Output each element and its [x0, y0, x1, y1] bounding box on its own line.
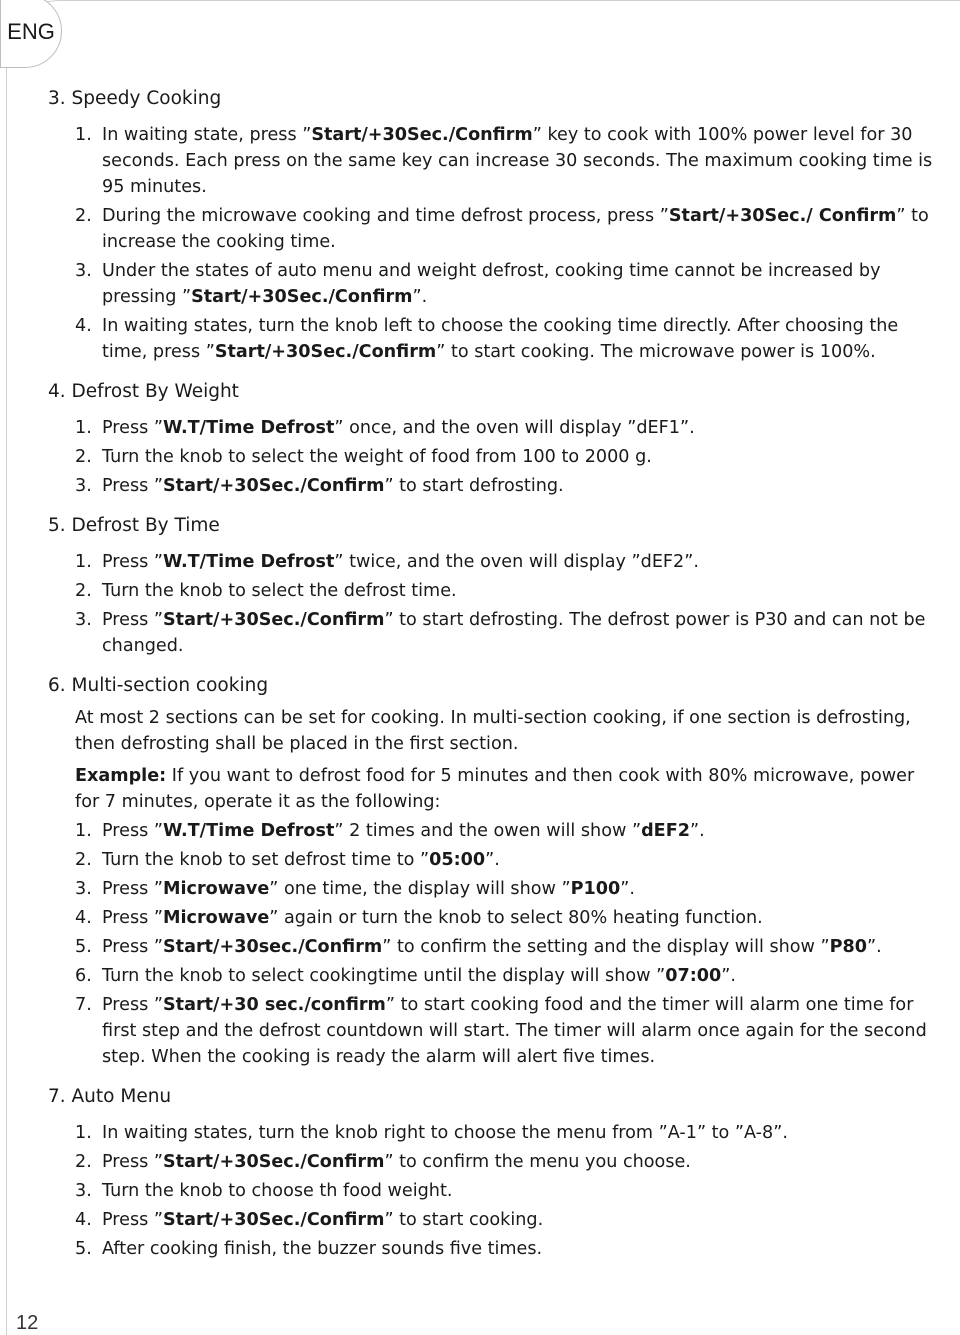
instruction-text: ” to start cooking. The microwave power is 100%. [436, 342, 876, 362]
list-item [48, 415, 938, 441]
instruction-text: ”. [689, 821, 705, 841]
list-item [48, 992, 938, 1070]
section-title-multi-section-cooking: 6. Multi-section cooking [48, 675, 269, 696]
list-number: 1. [75, 821, 92, 841]
list-defrost-by-time [48, 549, 938, 659]
key-label: W.T/Time Defrost [163, 552, 335, 572]
instruction-text: Turn the knob to choose th food weight. [102, 1181, 453, 1201]
list-number: 2. [75, 581, 92, 601]
key-label: W.T/Time Defrost [163, 418, 335, 438]
list-defrost-by-weight [48, 415, 938, 499]
list-item [48, 1120, 938, 1146]
example-label: Example: [75, 766, 167, 786]
list-item [48, 203, 938, 255]
list-number: 5. [75, 1239, 92, 1259]
instruction-text: Turn the knob to select the defrost time. [102, 581, 457, 601]
section-title-defrost-by-time: 5. Defrost By Time [48, 515, 220, 536]
instruction-text: Turn the knob to select cookingtime until the display will show ” [102, 966, 666, 986]
list-item [48, 444, 938, 470]
list-number: 1. [75, 552, 92, 572]
list-item [48, 607, 938, 659]
list-number: 2. [75, 447, 92, 467]
list-number: 2. [75, 1152, 92, 1172]
instruction-text: Press ” [102, 937, 164, 957]
list-item [48, 1149, 938, 1175]
instruction-text: ”. [412, 287, 428, 307]
key-label: 05:00 [429, 850, 486, 870]
list-number: 1. [75, 1123, 92, 1143]
list-number: 3. [75, 610, 92, 630]
list-item [48, 1207, 938, 1233]
instruction-text: During the microwave cooking and time defrost process, press ” [102, 206, 669, 226]
key-label: Start/+30 sec./confirm [163, 995, 386, 1015]
list-item [48, 1178, 938, 1204]
instruction-text: ” to confirm the setting and the display will show ” [382, 937, 830, 957]
instruction-text: ” one time, the display will show ” [269, 879, 571, 899]
list-number: 2. [75, 850, 92, 870]
list-auto-menu [48, 1120, 938, 1262]
list-item [48, 934, 938, 960]
instruction-text: Turn the knob to select the weight of food from 100 to 2000 g. [102, 447, 652, 467]
list-number: 3. [75, 1181, 92, 1201]
list-number: 3. [75, 476, 92, 496]
instruction-text: ”. [721, 966, 736, 986]
instruction-text: ” to increase the cooking time. [102, 206, 929, 252]
instruction-text: ”. [867, 937, 882, 957]
list-item [48, 578, 938, 604]
instruction-text: After cooking finish, the buzzer sounds five times. [102, 1239, 543, 1259]
list-number: 7. [75, 995, 92, 1015]
manual-content [48, 86, 938, 1262]
key-label: Start/+30Sec./Confirm [191, 287, 413, 307]
list-number: 4. [75, 316, 92, 336]
example-text: If you want to defrost food for 5 minutes and then cook with 80% microwave, power for 7 minutes, operate it as the following: [75, 766, 915, 812]
instruction-text: In waiting state, press ” [102, 125, 312, 145]
list-item [48, 963, 938, 989]
list-number: 6. [75, 966, 92, 986]
section-title-defrost-by-weight: 4. Defrost By Weight [48, 381, 239, 402]
list-speedy-cooking [48, 122, 938, 365]
instruction-text: ” key to cook with 100% power level for 30 seconds. Each press on the same key can increase 30 seconds. The maximum cooking time is 95 minutes. [102, 125, 933, 197]
list-item [48, 473, 938, 499]
instruction-text: ” to confirm the menu you choose. [384, 1152, 691, 1172]
list-item [48, 313, 938, 365]
instruction-text: ” to start cooking. [384, 1210, 544, 1230]
list-number: 3. [75, 261, 92, 281]
instruction-text: Press ” [102, 552, 164, 572]
instruction-text: Press ” [102, 610, 164, 630]
instruction-text: Press ” [102, 418, 164, 438]
instruction-text: Turn the knob to set defrost time to ” [102, 850, 430, 870]
instruction-text: ”. [485, 850, 500, 870]
key-label: Start/+30Sec./ Confirm [668, 206, 897, 226]
list-multi-section-cooking [48, 818, 938, 1070]
instruction-text: In waiting states, turn the knob left to choose the cooking time directly. After choosing the time, press ” [102, 316, 899, 362]
list-item [48, 847, 938, 873]
multi-section-intro: At most 2 sections can be set for cooking. In multi-section cooking, if one section is defrosting, then defrosting shall be placed in the first section. [75, 708, 911, 754]
language-tab: ENG [0, 0, 62, 68]
list-item [48, 905, 938, 931]
instruction-text: ” to start defrosting. The defrost power is P30 and can not be changed. [102, 610, 926, 656]
instruction-text: Press ” [102, 821, 164, 841]
multi-section-example [75, 763, 938, 815]
instruction-text: ” to start defrosting. [384, 476, 564, 496]
instruction-text: ” again or turn the knob to select 80% heating function. [269, 908, 763, 928]
section-title-auto-menu: 7. Auto Menu [48, 1086, 172, 1107]
instruction-text: ”. [620, 879, 635, 899]
key-label: 07:00 [665, 966, 722, 986]
instruction-text: ” to start cooking food and the timer will alarm one time for first step and the defrost countdown will start. The timer will alarm once again for the second step. When the cooking is ready the alarm will alert five times. [102, 995, 927, 1067]
list-number: 5. [75, 937, 92, 957]
key-label: Start/+30Sec./Confirm [214, 342, 437, 362]
section-title-speedy-cooking: 3. Speedy Cooking [48, 88, 222, 109]
instruction-text: In waiting states, turn the knob right to choose the menu from ”A-1” to ”A-8”. [102, 1123, 788, 1143]
list-item [48, 122, 938, 200]
list-item [48, 1236, 938, 1262]
list-number: 1. [75, 418, 92, 438]
instruction-text: ” 2 times and the owen will show ” [334, 821, 642, 841]
list-number: 3. [75, 879, 92, 899]
instruction-text: Press ” [102, 1152, 164, 1172]
list-number: 2. [75, 206, 92, 226]
instruction-text: Press ” [102, 995, 164, 1015]
list-number: 1. [75, 125, 92, 145]
instruction-text: Press ” [102, 1210, 164, 1230]
key-label: dEF2 [641, 821, 690, 841]
list-item [48, 818, 938, 844]
page-number: 12 [16, 1312, 39, 1334]
list-item [48, 258, 938, 310]
instruction-text: Press ” [102, 879, 164, 899]
key-label: Microwave [163, 879, 270, 899]
list-number: 4. [75, 1210, 92, 1230]
key-label: Start/+30Sec./Confirm [163, 476, 385, 496]
key-label: W.T/Time Defrost [163, 821, 335, 841]
list-number: 4. [75, 908, 92, 928]
key-label: Microwave [163, 908, 270, 928]
list-item [48, 549, 938, 575]
key-label: P100 [570, 879, 621, 899]
key-label: Start/+30Sec./Confirm [163, 1152, 385, 1172]
key-label: Start/+30sec./Confirm [163, 937, 383, 957]
instruction-text: Press ” [102, 476, 164, 496]
instruction-text: ” once, and the oven will display ”dEF1”. [334, 418, 695, 438]
instruction-text: ” twice, and the oven will display ”dEF2”. [334, 552, 699, 572]
key-label: P80 [829, 937, 868, 957]
key-label: Start/+30Sec./Confirm [163, 610, 385, 630]
list-item [48, 876, 938, 902]
instruction-text: Press ” [102, 908, 164, 928]
instruction-text: Under the states of auto menu and weight defrost, cooking time cannot be increased by pressing ” [102, 261, 881, 307]
key-label: Start/+30Sec./Confirm [163, 1210, 385, 1230]
key-label: Start/+30Sec./Confirm [311, 125, 533, 145]
